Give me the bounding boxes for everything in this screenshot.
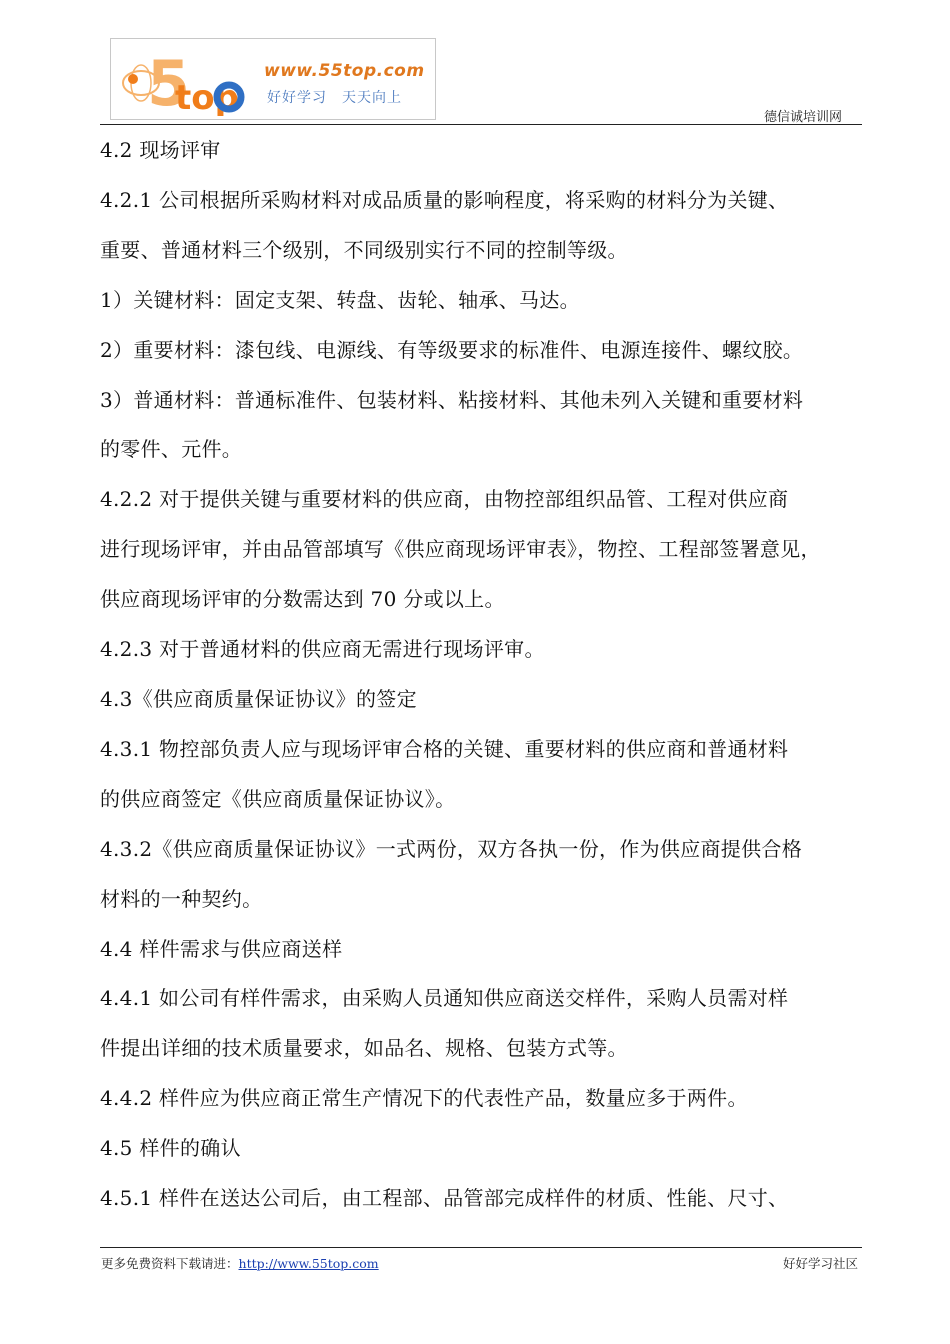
paragraph: 4.3.2《供应商质量保证协议》一式两份，双方各执一份，作为供应商提供合格 <box>100 836 802 861</box>
header-divider <box>100 124 862 125</box>
footer-prompt: 更多免费资料下载请进： <box>101 1256 239 1271</box>
paragraph: 4.5 样件的确认 <box>100 1136 241 1161</box>
logo-word: top <box>175 78 239 118</box>
logo-slogan: 好好学习 天天向上 <box>267 90 402 106</box>
paragraph: 4.2.2 对于提供关键与重要材料的供应商，由物控部组织品管、工程对供应商 <box>100 487 789 512</box>
footer-download-note <box>101 1254 379 1272</box>
paragraph: 进行现场评审，并由品管部填写《供应商现场评审表》，物控、工程部签署意见， <box>100 537 821 562</box>
paragraph: 1）关键材料：固定支架、转盘、齿轮、轴承、马达。 <box>100 287 580 312</box>
paragraph: 4.3《供应商质量保证协议》的签定 <box>100 686 417 711</box>
paragraph: 4.3.1 物控部负责人应与现场评审合格的关键、重要材料的供应商和普通材料 <box>100 736 789 761</box>
paragraph: 重要、普通材料三个级别，不同级别实行不同的控制等级。 <box>100 237 628 262</box>
paragraph: 供应商现场评审的分数需达到 70 分或以上。 <box>100 587 505 612</box>
footer-link[interactable]: http://www.55top.com <box>238 1256 379 1271</box>
paragraph: 的供应商签定《供应商质量保证协议》。 <box>100 786 456 811</box>
document-body <box>100 126 872 1224</box>
paragraph: 4.5.1 样件在送达公司后，由工程部、品管部完成样件的材质、性能、尺寸、 <box>100 1186 789 1211</box>
paragraph: 4.2 现场评审 <box>100 138 221 162</box>
paragraph: 的零件、元件。 <box>100 437 243 462</box>
paragraph: 4.4.2 样件应为供应商正常生产情况下的代表性产品，数量应多于两件。 <box>100 1086 748 1111</box>
orbit-dot-icon <box>128 74 138 84</box>
site-logo[interactable] <box>110 38 436 120</box>
footer-community: 好好学习社区 <box>782 1256 858 1271</box>
logo-digit: 5 <box>147 47 191 120</box>
logo-url: www.55top.com <box>264 61 425 81</box>
paragraph: 3）普通材料：普通标准件、包装材料、粘接材料、其他未列入关键和重要材料 <box>100 387 804 412</box>
paragraph: 4.2.1 公司根据所采购材料对成品质量的影响程度，将采购的材料分为关键、 <box>100 187 789 212</box>
paragraph: 4.2.3 对于普通材料的供应商无需进行现场评审。 <box>100 637 545 662</box>
header-site-name: 德信诚培训网 <box>763 110 842 125</box>
footer-divider <box>100 1247 862 1248</box>
paragraph: 件提出详细的技术质量要求，如品名、规格、包装方式等。 <box>100 1036 628 1061</box>
paragraph: 4.4.1 如公司有样件需求，由采购人员通知供应商送交样件，采购人员需对样 <box>100 986 789 1011</box>
paragraph: 2）重要材料：漆包线、电源线、有等级要求的标准件、电源连接件、螺纹胶。 <box>100 337 804 362</box>
paragraph: 4.4 样件需求与供应商送样 <box>100 936 343 961</box>
paragraph: 材料的一种契约。 <box>100 886 263 911</box>
